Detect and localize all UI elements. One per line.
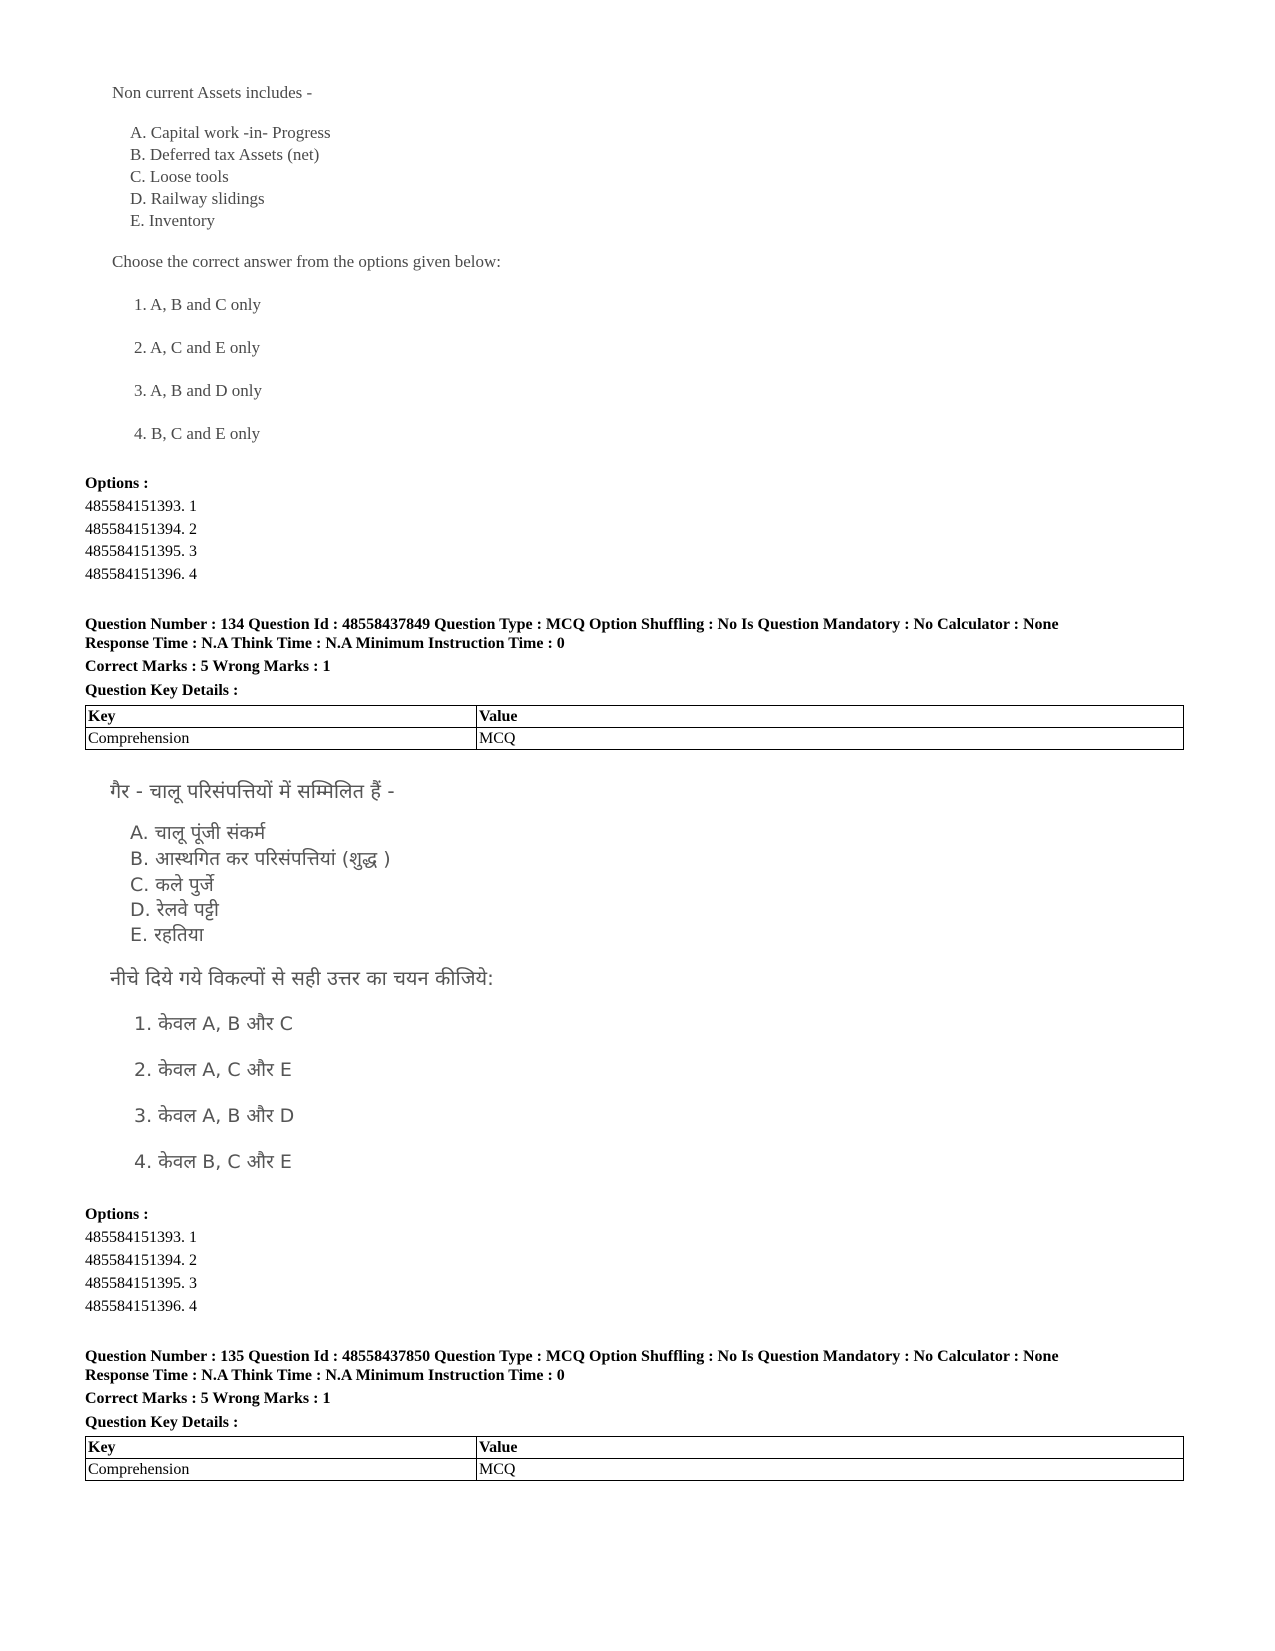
key-details-label: Question Key Details : — [85, 682, 239, 699]
statement-d: D. Railway slidings — [130, 189, 265, 208]
table-header-value: Value — [477, 706, 1184, 728]
choice-3: 3. केवल A, B और D — [134, 1105, 295, 1127]
statement-e: E. Inventory — [130, 211, 215, 230]
table-header-row — [86, 1437, 1184, 1459]
statement-c: C. कले पुर्जे — [130, 874, 214, 896]
choice-1: 1. A, B and C only — [134, 295, 262, 314]
key-details-table — [85, 1436, 1184, 1481]
table-cell-key: Comprehension — [86, 1459, 477, 1481]
statement-d: D. रेलवे पट्टी — [130, 899, 219, 921]
options-label: Options : — [85, 475, 149, 492]
statement-a: A. Capital work -in- Progress — [130, 123, 331, 142]
statement-b: B. Deferred tax Assets (net) — [130, 145, 320, 164]
statement-e: E. रहतिया — [130, 924, 204, 946]
key-details-table — [85, 705, 1184, 750]
question-marks: Correct Marks : 5 Wrong Marks : 1 — [85, 1390, 331, 1407]
table-header-key: Key — [86, 1437, 477, 1459]
choice-4: 4. केवल B, C और E — [134, 1151, 292, 1173]
table-header-row — [86, 706, 1184, 728]
option-item: 485584151394. 2 — [85, 521, 197, 538]
choice-3: 3. A, B and D only — [134, 381, 262, 400]
options-label: Options : — [85, 1206, 149, 1223]
table-row — [86, 728, 1184, 750]
key-details-label: Question Key Details : — [85, 1414, 239, 1431]
option-item: 485584151394. 2 — [85, 1252, 197, 1269]
question-meta-line1: Question Number : 135 Question Id : 48558437850 Question Type : MCQ Option Shuffling : No Is Question Mandatory : No Calculator : None — [85, 1348, 1059, 1365]
statement-c: C. Loose tools — [130, 167, 229, 186]
question-marks: Correct Marks : 5 Wrong Marks : 1 — [85, 658, 331, 675]
option-item: 485584151396. 4 — [85, 1298, 197, 1315]
question-meta-line2: Response Time : N.A Think Time : N.A Minimum Instruction Time : 0 — [85, 1367, 565, 1384]
table-row — [86, 1459, 1184, 1481]
option-item: 485584151393. 1 — [85, 1229, 197, 1246]
statement-a: A. चालू पूंजी संकर्म — [130, 822, 266, 844]
table-cell-key: Comprehension — [86, 728, 477, 750]
table-cell-value: MCQ — [477, 728, 1184, 750]
statement-b: B. आस्थगित कर परिसंपत्तियां (शुद्ध ) — [130, 848, 391, 870]
choice-2: 2. केवल A, C और E — [134, 1059, 292, 1081]
table-header-value: Value — [477, 1437, 1184, 1459]
choice-2: 2. A, C and E only — [134, 338, 261, 357]
question-meta-line2: Response Time : N.A Think Time : N.A Minimum Instruction Time : 0 — [85, 635, 565, 652]
question-instruction: Choose the correct answer from the options given below: — [112, 252, 502, 271]
choice-1: 1. केवल A, B और C — [134, 1013, 293, 1035]
question-stem: गैर - चालू परिसंपत्तियों में सम्मिलित हैं - — [110, 779, 395, 803]
question-stem: Non current Assets includes - — [112, 83, 313, 102]
option-item: 485584151393. 1 — [85, 498, 197, 515]
question-meta-line1: Question Number : 134 Question Id : 48558437849 Question Type : MCQ Option Shuffling : No Is Question Mandatory : No Calculator : None — [85, 616, 1059, 633]
table-cell-value: MCQ — [477, 1459, 1184, 1481]
option-item: 485584151395. 3 — [85, 543, 197, 560]
choice-4: 4. B, C and E only — [134, 424, 261, 443]
option-item: 485584151395. 3 — [85, 1275, 197, 1292]
table-header-key: Key — [86, 706, 477, 728]
question-instruction: नीचे दिये गये विकल्पों से सही उत्तर का चयन कीजिये: — [110, 966, 494, 990]
option-item: 485584151396. 4 — [85, 566, 197, 583]
